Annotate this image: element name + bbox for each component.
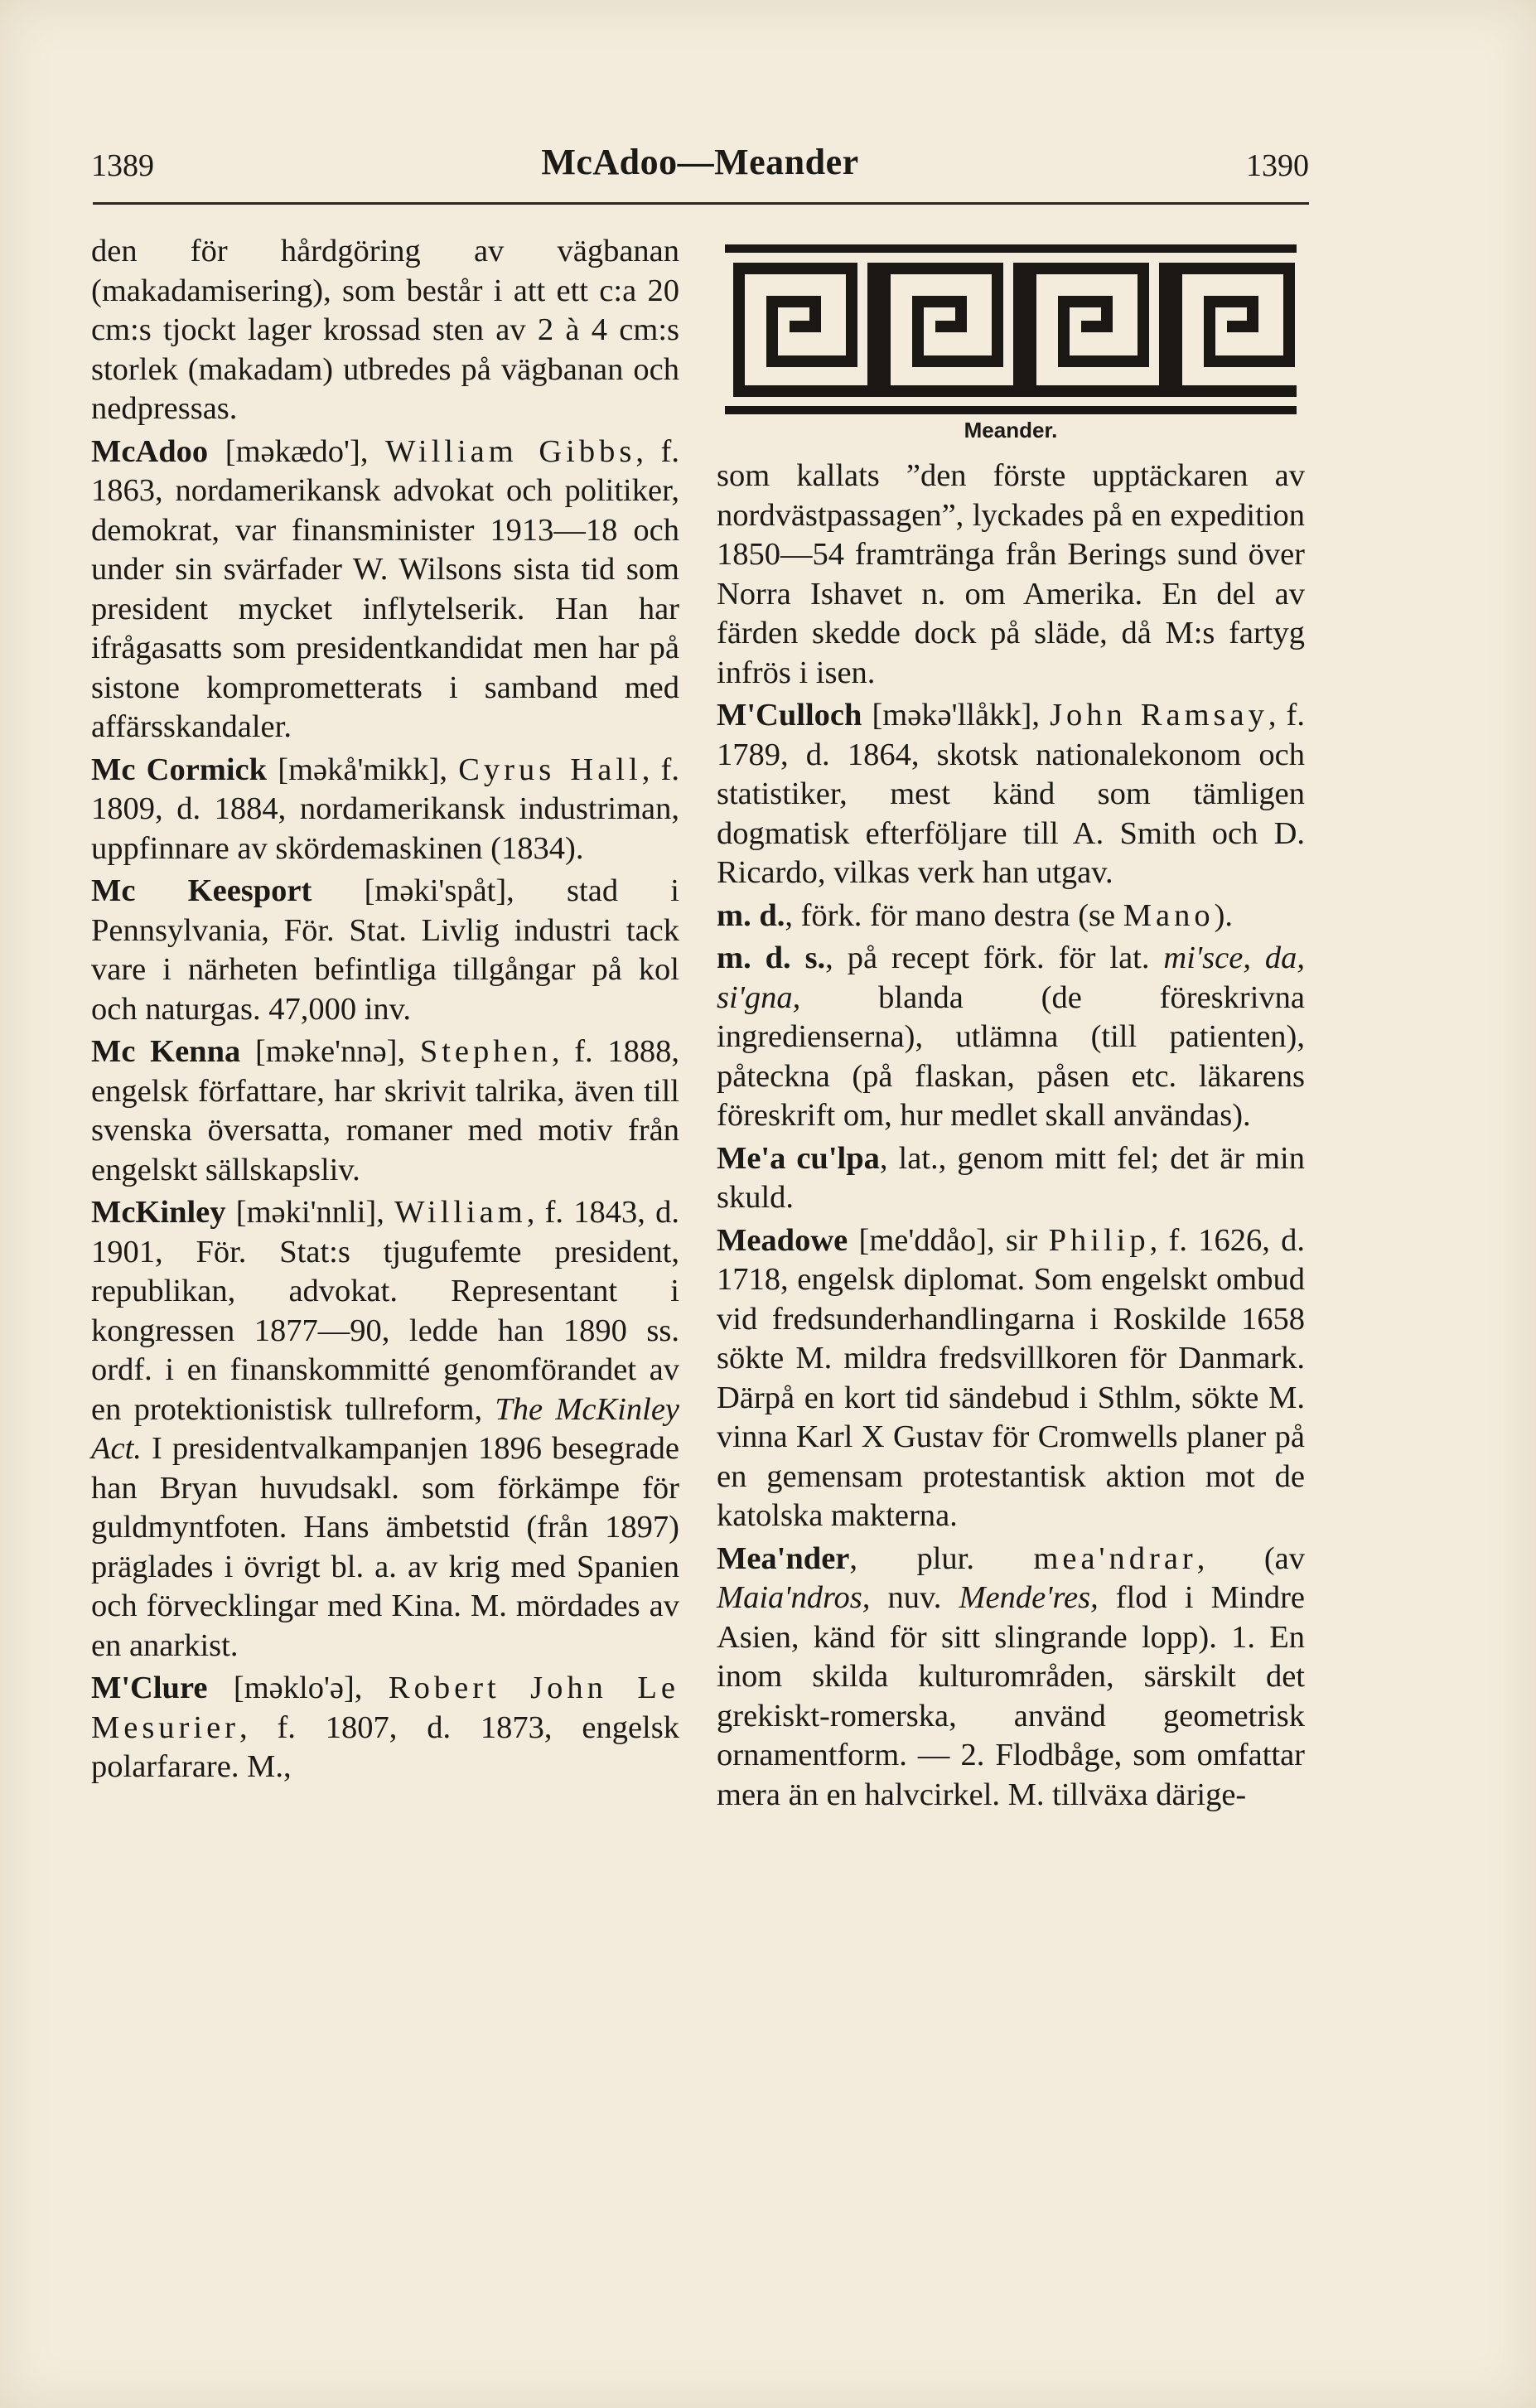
entry-text: I presidentvalkampanjen 1896 besegrade han Bryan huvudsakl. som förkämpe för guldmyntfoten. Hans ämbetstid (från 1897) präglades i övrigt bl. a. av krig med Spanien och förvecklingar med Kina. M. mördades av en anarkist. xyxy=(91,1431,679,1663)
entry-makadam-continuation xyxy=(91,232,679,429)
left-column xyxy=(91,232,679,1787)
headword: Mc Kenna xyxy=(91,1034,241,1069)
page-number-left: 1389 xyxy=(91,148,154,183)
headword: Mc Keesport xyxy=(91,873,312,908)
entry-text: [məki'spåt], stad i Pennsylvania, För. Stat. Livlig industri tack vare i närheten befintliga tillgångar på kol och naturgas. 47,000 inv. xyxy=(91,873,680,1027)
entry-name-spaced: Mano xyxy=(1123,897,1215,933)
entry-mc-keesport xyxy=(91,872,679,1029)
entry-text: som kallats ”den förste upptäckaren av nordvästpassagen”, lyckades på en expedition 1850—54 framtränga från Berings sund över Norra Ishavet n. om Amerika. En del av färden skedde dock på släde, då M:s fartyg infrös i isen. xyxy=(717,458,1305,690)
page-number-right: 1390 xyxy=(1246,148,1309,183)
entry-text: , f. 1789, d. 1864, skotsk nationalekonom och statistiker, mest känd som tämligen dogmatisk efterföljare till A. Smith och D. Ricardo, vilkas verk han utgav. xyxy=(717,698,1305,890)
entry-text: , f. 1888, engelsk författare, har skrivit talrika, även till svenska översatta, romaner med motiv från engelskt sällskapsliv. xyxy=(91,1034,679,1187)
entry-m-d-s xyxy=(717,939,1305,1136)
entry-text: [məkædo'], xyxy=(208,433,386,469)
entry-name-spaced: mea'ndrar xyxy=(1033,1540,1197,1576)
header-rule xyxy=(93,202,1309,205)
entry-text: [məke'nnə], xyxy=(240,1034,420,1069)
figure-caption: Meander. xyxy=(964,418,1058,442)
headword: Meadowe xyxy=(717,1222,848,1258)
entry-text: , på recept förk. för lat. xyxy=(825,940,1164,975)
entry-italic: Mende'res, xyxy=(959,1580,1099,1615)
entry-text: , lat., genom mitt fel; det är min skuld. xyxy=(717,1140,1305,1215)
meander-figure xyxy=(717,244,1305,452)
entry-text: , plur. xyxy=(849,1540,1034,1576)
entry-text: ). xyxy=(1214,897,1234,933)
entry-name-spaced: William Gibbs xyxy=(385,433,636,469)
entry-mcadoo xyxy=(91,433,679,747)
entry-m-d xyxy=(717,897,1305,936)
headword: Mea'nder xyxy=(717,1540,850,1576)
running-header xyxy=(91,141,1309,191)
entry-italic: The McKinley Act. xyxy=(91,1391,679,1466)
entry-text: [məkå'mikk], xyxy=(267,752,459,787)
entry-text: , f. 1807, d. 1873, engelsk polarfarare. M., xyxy=(91,1709,679,1784)
entry-mckinley xyxy=(91,1193,679,1666)
entry-text: [məkə'llåkk], xyxy=(862,698,1051,733)
entry-mclure xyxy=(91,1669,679,1787)
headword: m. d. xyxy=(717,897,785,933)
entry-meadowe xyxy=(717,1221,1305,1536)
entry-mc-kenna xyxy=(91,1032,679,1190)
entry-mculloch xyxy=(717,696,1305,893)
entry-text: , förk. för mano destra (se xyxy=(785,897,1123,933)
entry-text: nuv. xyxy=(870,1580,959,1615)
entry-name-spaced: John Ramsay xyxy=(1050,698,1268,733)
entry-mclure-continuation xyxy=(717,457,1305,693)
headword: Me'a cu'lpa xyxy=(717,1140,880,1176)
entry-name-spaced: Robert John Le Mesurier xyxy=(91,1671,679,1745)
entry-mc-cormick xyxy=(91,751,679,869)
entry-name-spaced: Cyrus Hall xyxy=(458,752,642,787)
entry-text: [məki'nnli], xyxy=(225,1195,395,1230)
headword: M'Culloch xyxy=(717,698,862,733)
entry-text: , f. 1626, d. 1718, engelsk diplomat. Som engelskt ombud vid fredsunderhandlingarna i Roskilde 1658 sökte M. mildra fredsvillkoren för Danmark. Därpå en kort tid sändebud i Sthlm, sökte M. vinna Karl X Gustav för Cromwells planer på en gemensam protestantisk aktion mot de katolska makterna. xyxy=(717,1222,1305,1533)
headword: m. d. s. xyxy=(717,940,826,975)
entry-italic: Maia'ndros, xyxy=(717,1580,871,1615)
headword: McAdoo xyxy=(91,433,209,469)
headword: M'Clure xyxy=(91,1671,208,1705)
entry-text: den för hårdgöring av vägbanan (makadamisering), som består i att ett c:a 20 cm:s tjockt lager krossad sten av 2 à 4 cm:s storlek (makadam) utbredes på vägbanan och nedpressas. xyxy=(91,234,679,426)
entry-name-spaced: William xyxy=(394,1195,527,1230)
right-column xyxy=(717,244,1305,1815)
entry-text: flod i Mindre Asien, känd för sitt slingrande lopp). 1. En inom skilda kulturområden, särskilt det grekiskt-romerska, använd geometrisk ornamentform. — 2. Flodbåge, som omfattar mera än en halvcirkel. M. tillväxa därige- xyxy=(717,1580,1305,1812)
entry-text: , (av xyxy=(1196,1540,1305,1576)
entry-name-spaced: Stephen xyxy=(419,1034,552,1069)
entry-text: [məklo'ə], xyxy=(207,1671,389,1705)
entry-text: , f. 1843, d. 1901, För. Stat:s tjugufemte president, republikan, advokat. Representant i kongressen 1877—90, ledde han 1890 ss. ordf. i en finanskommitté genomförandet av en protektionistisk tullreform, xyxy=(91,1195,680,1427)
entry-text: , f. 1809, d. 1884, nordamerikansk industriman, uppfinnare av skördemaskinen (1834). xyxy=(91,752,679,866)
entry-mea-culpa xyxy=(717,1139,1305,1218)
entry-meander xyxy=(717,1540,1305,1816)
headword: Mc Cormick xyxy=(91,752,268,787)
entry-name-spaced: Philip xyxy=(1048,1222,1150,1258)
entry-text: blanda (de föreskrivna ingredienserna), utlämna (till patienten), påteckna (på flaskan, påsen etc. läkarens föreskrift om, hur medlet skall användas). xyxy=(717,979,1305,1133)
greek-key-meander-icon xyxy=(725,244,1297,414)
entry-text: , f. 1863, nordamerikansk advokat och politiker, demokrat, var finansminister 1913—18 och under sin svärfader W. Wilsons sista tid som president mycket inflytelserik. Han har ifrågasatts som presidentkandidat men har på sistone komprometterats i samband med affärsskandaler. xyxy=(91,433,680,744)
entry-italic: mi'sce, da, si'gna, xyxy=(717,940,1305,1015)
entry-text: [me'ddåo], sir xyxy=(848,1222,1049,1258)
headword: McKinley xyxy=(91,1195,226,1230)
running-title: McAdoo—Meander xyxy=(541,142,859,182)
